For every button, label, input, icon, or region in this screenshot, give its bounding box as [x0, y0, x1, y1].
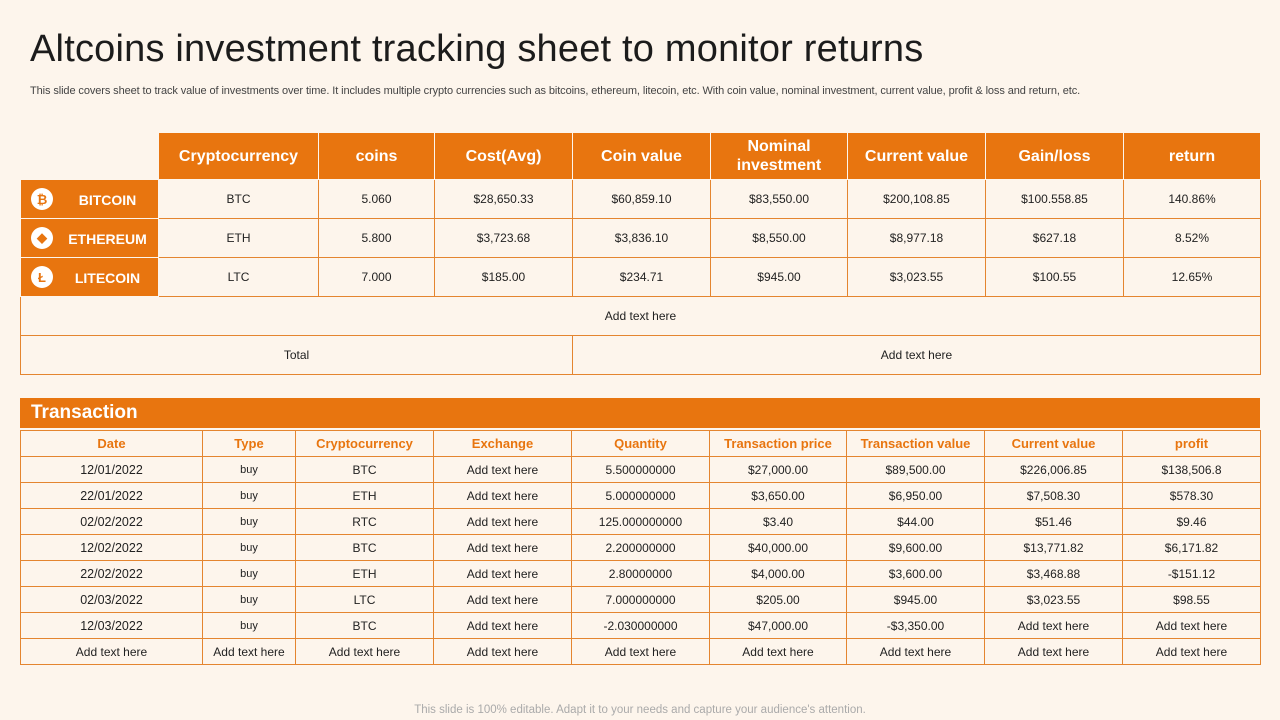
summary-cell-cost: $28,650.33	[435, 180, 573, 219]
trans-cell-cryptocurrency: BTC	[296, 457, 434, 483]
trans-cell-date: 12/03/2022	[21, 613, 203, 639]
trans-cell-transaction-price: $47,000.00	[710, 613, 847, 639]
summary-row	[21, 258, 1261, 297]
trans-cell-profit: $9.46	[1123, 509, 1261, 535]
summary-cell-cost: $185.00	[435, 258, 573, 297]
summary-cell-nominal: $945.00	[711, 258, 848, 297]
summary-cell-return: 8.52%	[1124, 219, 1261, 258]
add-text-row[interactable]: Add text here	[21, 297, 1261, 336]
trans-cell-date: 12/02/2022	[21, 535, 203, 561]
litecoin-icon: Ł	[31, 266, 53, 288]
trans-cell-exchange[interactable]: Add text here	[434, 457, 572, 483]
summary-cell-nominal: $83,550.00	[711, 180, 848, 219]
coin-name: LITECOIN	[74, 270, 141, 286]
trans-cell-current-value: $13,771.82	[985, 535, 1123, 561]
summary-cell-coins: 5.060	[319, 180, 435, 219]
header-return: return	[1124, 133, 1261, 180]
trans-cell-date: 12/01/2022	[21, 457, 203, 483]
trans-cell-profit: $6,171.82	[1123, 535, 1261, 561]
trans-cell-cryptocurrency: BTC	[296, 535, 434, 561]
trans-cell-type: buy	[203, 457, 296, 483]
trans-cell-date: 02/03/2022	[21, 587, 203, 613]
trans-cell-exchange[interactable]: Add text here	[434, 613, 572, 639]
trans-header-cryptocurrency: Cryptocurrency	[296, 431, 434, 457]
trans-cell-exchange[interactable]: Add text here	[434, 639, 572, 665]
trans-cell-profit[interactable]: Add text here	[1123, 639, 1261, 665]
trans-cell-profit: $138,506.8	[1123, 457, 1261, 483]
header-current-value: Current value	[848, 133, 986, 180]
trans-cell-quantity: 125.000000000	[572, 509, 710, 535]
transaction-row	[21, 561, 1261, 587]
trans-cell-transaction-value: $89,500.00	[847, 457, 985, 483]
summary-cell-coin-value: $234.71	[573, 258, 711, 297]
trans-header-date: Date	[21, 431, 203, 457]
trans-cell-cryptocurrency: ETH	[296, 561, 434, 587]
summary-cell-coin-value: $60,859.10	[573, 180, 711, 219]
summary-cell-return: 12.65%	[1124, 258, 1261, 297]
ethereum-icon: ◆	[31, 227, 53, 249]
trans-cell-transaction-value: $44.00	[847, 509, 985, 535]
transaction-row	[21, 535, 1261, 561]
trans-cell-exchange[interactable]: Add text here	[434, 509, 572, 535]
trans-cell-current-value: $7,508.30	[985, 483, 1123, 509]
page-subtitle: This slide covers sheet to track value of investments over time. It includes multiple crypto currencies such as bitcoins, ethereum, litecoin, etc. With coin value, nominal investment, current value, profit & loss and return, etc.	[30, 85, 1081, 97]
trans-cell-quantity[interactable]: Add text here	[572, 639, 710, 665]
trans-cell-exchange[interactable]: Add text here	[434, 587, 572, 613]
page-title: Altcoins investment tracking sheet to monitor returns	[30, 28, 924, 70]
summary-cell-gain: $100.55	[986, 258, 1124, 297]
trans-cell-profit: $578.30	[1123, 483, 1261, 509]
header-gain-loss: Gain/loss	[986, 133, 1124, 180]
coin-name: ETHEREUM	[68, 231, 147, 247]
trans-cell-transaction-price: $40,000.00	[710, 535, 847, 561]
summary-cell-nominal: $8,550.00	[711, 219, 848, 258]
trans-cell-quantity: 2.80000000	[572, 561, 710, 587]
trans-cell-date: 22/02/2022	[21, 561, 203, 587]
trans-header-current-value: Current value	[985, 431, 1123, 457]
summary-cell-symbol: ETH	[159, 219, 319, 258]
summary-cell-current: $8,977.18	[848, 219, 986, 258]
total-label: Total	[21, 336, 573, 375]
coin-name-cell	[21, 219, 159, 258]
trans-cell-cryptocurrency: RTC	[296, 509, 434, 535]
trans-cell-type: buy	[203, 535, 296, 561]
trans-cell-transaction-value: $3,600.00	[847, 561, 985, 587]
summary-cell-coins: 7.000	[319, 258, 435, 297]
summary-cell-gain: $627.18	[986, 219, 1124, 258]
summary-cell-current: $200,108.85	[848, 180, 986, 219]
trans-cell-transaction-price: $4,000.00	[710, 561, 847, 587]
corner-cell	[21, 133, 159, 180]
transaction-row	[21, 587, 1261, 613]
trans-cell-date: 02/02/2022	[21, 509, 203, 535]
summary-cell-coins: 5.800	[319, 219, 435, 258]
header-nominal-investment: Nominal investment	[711, 133, 848, 180]
trans-header-transaction-price: Transaction price	[710, 431, 847, 457]
transaction-table	[20, 430, 1261, 665]
total-value[interactable]: Add text here	[573, 336, 1261, 375]
trans-cell-date: 22/01/2022	[21, 483, 203, 509]
trans-cell-current-value: $3,023.55	[985, 587, 1123, 613]
summary-cell-current: $3,023.55	[848, 258, 986, 297]
bitcoin-icon: ₿	[31, 188, 53, 210]
header-cryptocurrency: Cryptocurrency	[159, 133, 319, 180]
trans-header-transaction-value: Transaction value	[847, 431, 985, 457]
trans-cell-type: buy	[203, 509, 296, 535]
header-coin-value: Coin value	[573, 133, 711, 180]
summary-row	[21, 219, 1261, 258]
summary-table	[20, 132, 1261, 375]
trans-cell-cryptocurrency[interactable]: Add text here	[296, 639, 434, 665]
trans-header-profit: profit	[1123, 431, 1261, 457]
trans-header-quantity: Quantity	[572, 431, 710, 457]
coin-name-cell	[21, 180, 159, 219]
trans-cell-date[interactable]: Add text here	[21, 639, 203, 665]
trans-cell-cryptocurrency: ETH	[296, 483, 434, 509]
trans-cell-type: buy	[203, 483, 296, 509]
trans-cell-transaction-value: $9,600.00	[847, 535, 985, 561]
header-cost-avg: Cost(Avg)	[435, 133, 573, 180]
trans-cell-transaction-price: $3.40	[710, 509, 847, 535]
trans-cell-current-value: $51.46	[985, 509, 1123, 535]
trans-cell-transaction-price: $3,650.00	[710, 483, 847, 509]
trans-cell-current-value[interactable]: Add text here	[985, 613, 1123, 639]
trans-cell-type: buy	[203, 561, 296, 587]
trans-cell-type: buy	[203, 613, 296, 639]
trans-cell-type[interactable]: Add text here	[203, 639, 296, 665]
trans-header-type: Type	[203, 431, 296, 457]
summary-cell-cost: $3,723.68	[435, 219, 573, 258]
header-coins: coins	[319, 133, 435, 180]
summary-cell-gain: $100.558.85	[986, 180, 1124, 219]
trans-cell-quantity: 5.500000000	[572, 457, 710, 483]
trans-cell-exchange[interactable]: Add text here	[434, 535, 572, 561]
trans-cell-transaction-value: $6,950.00	[847, 483, 985, 509]
trans-cell-quantity: 5.000000000	[572, 483, 710, 509]
transaction-row	[21, 613, 1261, 639]
trans-cell-transaction-price: $205.00	[710, 587, 847, 613]
trans-cell-transaction-value: -$3,350.00	[847, 613, 985, 639]
trans-cell-quantity: -2.030000000	[572, 613, 710, 639]
summary-cell-return: 140.86%	[1124, 180, 1261, 219]
trans-cell-profit: $98.55	[1123, 587, 1261, 613]
transaction-row	[21, 639, 1261, 665]
trans-header-exchange: Exchange	[434, 431, 572, 457]
trans-cell-current-value[interactable]: Add text here	[985, 639, 1123, 665]
trans-cell-exchange[interactable]: Add text here	[434, 561, 572, 587]
trans-cell-transaction-value: $945.00	[847, 587, 985, 613]
trans-cell-current-value: $3,468.88	[985, 561, 1123, 587]
summary-cell-symbol: LTC	[159, 258, 319, 297]
transaction-title: Transaction	[20, 398, 1260, 428]
summary-cell-symbol: BTC	[159, 180, 319, 219]
trans-cell-transaction-price[interactable]: Add text here	[710, 639, 847, 665]
trans-cell-cryptocurrency: BTC	[296, 613, 434, 639]
trans-cell-quantity: 7.000000000	[572, 587, 710, 613]
footer-note: This slide is 100% editable. Adapt it to your needs and capture your audience's attention.	[414, 704, 866, 716]
coin-name-cell	[21, 258, 159, 297]
trans-cell-transaction-price: $27,000.00	[710, 457, 847, 483]
trans-cell-profit[interactable]: Add text here	[1123, 613, 1261, 639]
trans-cell-quantity: 2.200000000	[572, 535, 710, 561]
coin-name: BITCOIN	[78, 192, 137, 208]
summary-cell-coin-value: $3,836.10	[573, 219, 711, 258]
transaction-row	[21, 457, 1261, 483]
trans-cell-cryptocurrency: LTC	[296, 587, 434, 613]
trans-cell-profit: -$151.12	[1123, 561, 1261, 587]
summary-row	[21, 180, 1261, 219]
trans-cell-transaction-value[interactable]: Add text here	[847, 639, 985, 665]
trans-cell-exchange[interactable]: Add text here	[434, 483, 572, 509]
transaction-row	[21, 509, 1261, 535]
transaction-row	[21, 483, 1261, 509]
trans-cell-current-value: $226,006.85	[985, 457, 1123, 483]
trans-cell-type: buy	[203, 587, 296, 613]
